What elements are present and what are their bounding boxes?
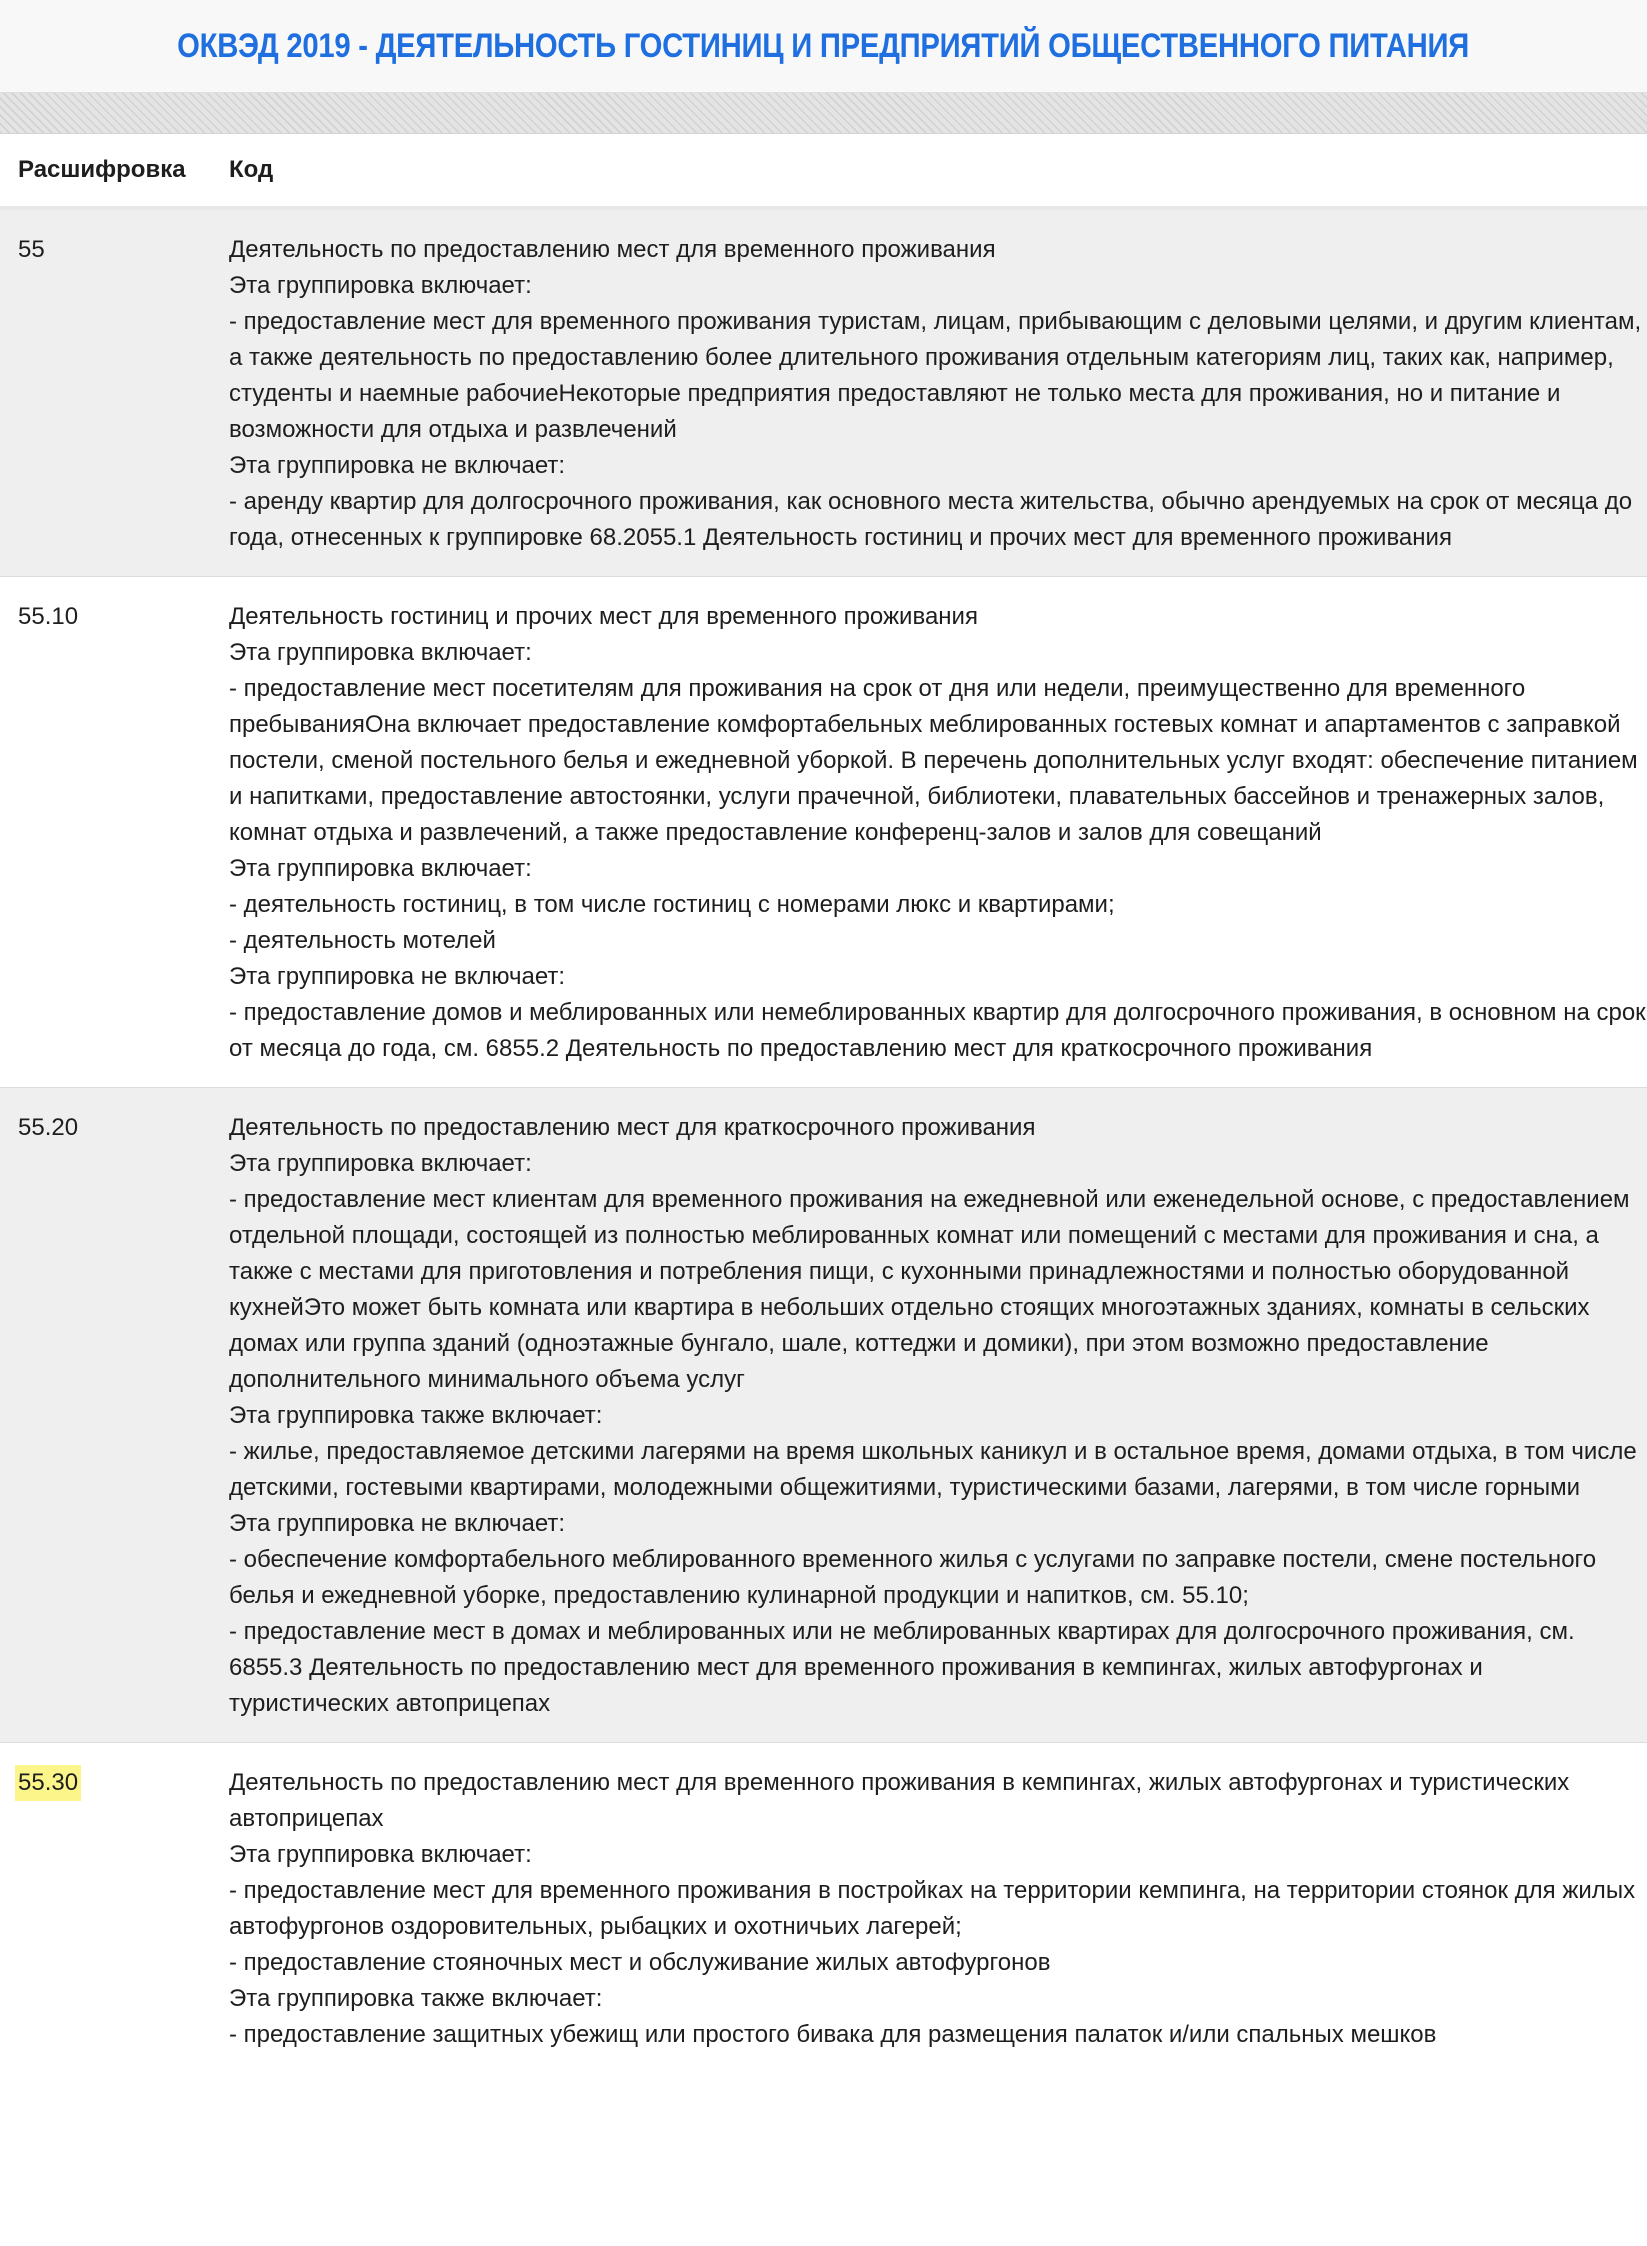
description-line: Эта группировка включает:: [229, 1841, 532, 1868]
code-title: Деятельность гостиниц и прочих мест для временного проживания: [229, 603, 978, 630]
column-header-description: Код: [210, 134, 1647, 208]
code-cell: [0, 1743, 210, 2074]
table-row: [0, 208, 1647, 577]
description-line: Эта группировка включает:: [229, 855, 532, 882]
description-line: Эта группировка включает:: [229, 272, 532, 299]
table-row: [0, 577, 1647, 1088]
table-body: [0, 208, 1647, 2073]
code-cell: [0, 208, 210, 577]
okved-table: [0, 134, 1647, 2073]
description-cell: [210, 1743, 1647, 2074]
description-cell: [210, 577, 1647, 1088]
description-line: - деятельность мотелей: [229, 927, 496, 954]
column-header-code: Расшифровка: [0, 134, 210, 208]
hatch-divider: [0, 93, 1647, 134]
description-line: - предоставление мест в домах и меблированных или не меблированных квартирах для долгосрочного проживания, см. 6855.3 Деятельность по предоставлению мест для временного проживания в кемпингах, жилых автофургонах и туристических автоприцепах: [229, 1618, 1575, 1717]
description-line: Эта группировка не включает:: [229, 1510, 566, 1537]
description-line: Эта группировка не включает:: [229, 452, 566, 479]
description-line: Эта группировка также включает:: [229, 1985, 603, 2012]
okved-code: 55.20: [18, 1114, 79, 1141]
code-title: Деятельность по предоставлению мест для краткосрочного проживания: [229, 1114, 1036, 1141]
description-line: - обеспечение комфортабельного меблированного временного жилья с услугами по заправке постели, смене постельного белья и ежедневной уборке, предоставлению кулинарной продукции и напитков, см. 55.10;: [229, 1546, 1597, 1609]
description-line: - предоставление мест для временного проживания туристам, лицам, прибывающим с деловыми целями, и другим клиентам, а также деятельность по предоставлению более длительного проживания отдельным категориям лиц, таких как, например, студенты и наемные рабочиеНекоторые предприятия предоставляют не только места для проживания, но и питание и возможности для отдыха и развлечений: [229, 308, 1642, 443]
page-title: ОКВЭД 2019 - ДЕЯТЕЛЬНОСТЬ ГОСТИНИЦ И ПРЕДПРИЯТИЙ ОБЩЕСТВЕННОГО ПИТАНИЯ: [177, 26, 1470, 65]
description-line: Эта группировка включает:: [229, 639, 532, 666]
table-header-row: [0, 134, 1647, 208]
description-line: - предоставление мест клиентам для временного проживания на ежедневной или еженедельной основе, с предоставлением отдельной площади, состоящей из полностью меблированных комнат или помещений с местами для проживания и сна, а также с местами для приготовления и потребления пищи, с кухонными принадлежностями и полностью оборудованной кухнейЭто может быть комната или квартира в небольших отдельно стоящих многоэтажных зданиях, комнаты в сельских домах или группа зданий (одноэтажные бунгало, шале, коттеджи и домики), при этом возможно предоставление дополнительного минимального объема услуг: [229, 1186, 1630, 1393]
table-row: [0, 1088, 1647, 1743]
code-title: Деятельность по предоставлению мест для временного проживания: [229, 236, 996, 263]
description-line: - предоставление мест для временного проживания в постройках на территории кемпинга, на территории стоянок для жилых автофургонов оздоровительных, рыбацких и охотничьих лагерей;: [229, 1877, 1636, 1940]
description-line: - предоставление защитных убежищ или простого бивака для размещения палаток и/или спальных мешков: [229, 2021, 1437, 2048]
description-line: - предоставление мест посетителям для проживания на срок от дня или недели, преимущественно для временного пребыванияОна включает предоставление комфортабельных меблированных гостевых комнат и апартаментов с заправкой постели, сменой постельного белья и ежедневной уборкой. В перечень дополнительных услуг входят: обеспечение питанием и напитками, предоставление автостоянки, услуги прачечной, библиотеки, плавательных бассейнов и тренажерных залов, комнат отдыха и развлечений, а также предоставление конференц-залов и залов для совещаний: [229, 675, 1638, 846]
description-line: - деятельность гостиниц, в том числе гостиниц с номерами люкс и квартирами;: [229, 891, 1115, 918]
code-cell: [0, 577, 210, 1088]
okved-code: 55.10: [18, 603, 79, 630]
code-cell: [0, 1088, 210, 1743]
description-line: - жилье, предоставляемое детскими лагерями на время школьных каникул и в остальное время, домами отдыха, в том числе детскими, гостевыми квартирами, молодежными общежитиями, туристическими базами, лагерями, в том числе горными: [229, 1438, 1637, 1501]
description-line: Эта группировка включает:: [229, 1150, 532, 1177]
description-cell: [210, 208, 1647, 577]
code-title: Деятельность по предоставлению мест для временного проживания в кемпингах, жилых автофургонах и туристических автоприцепах: [229, 1769, 1570, 1832]
okved-code: 55: [18, 236, 45, 263]
highlighted-code: 55.30: [15, 1765, 81, 1801]
description-line: Эта группировка также включает:: [229, 1402, 603, 1429]
description-line: - предоставление стояночных мест и обслуживание жилых автофургонов: [229, 1949, 1051, 1976]
description-line: Эта группировка не включает:: [229, 963, 566, 990]
description-cell: [210, 1088, 1647, 1743]
description-line: - предоставление домов и меблированных или немеблированных квартир для долгосрочного проживания, в основном на срок от месяца до года, см. 6855.2 Деятельность по предоставлению мест для краткосрочного проживания: [229, 999, 1646, 1062]
description-line: - аренду квартир для долгосрочного проживания, как основного места жительства, обычно арендуемых на срок от месяца до года, отнесенных к группировке 68.2055.1 Деятельность гостиниц и прочих мест для временного проживания: [229, 488, 1633, 551]
table-row: [0, 1743, 1647, 2074]
page-header: [0, 0, 1647, 93]
